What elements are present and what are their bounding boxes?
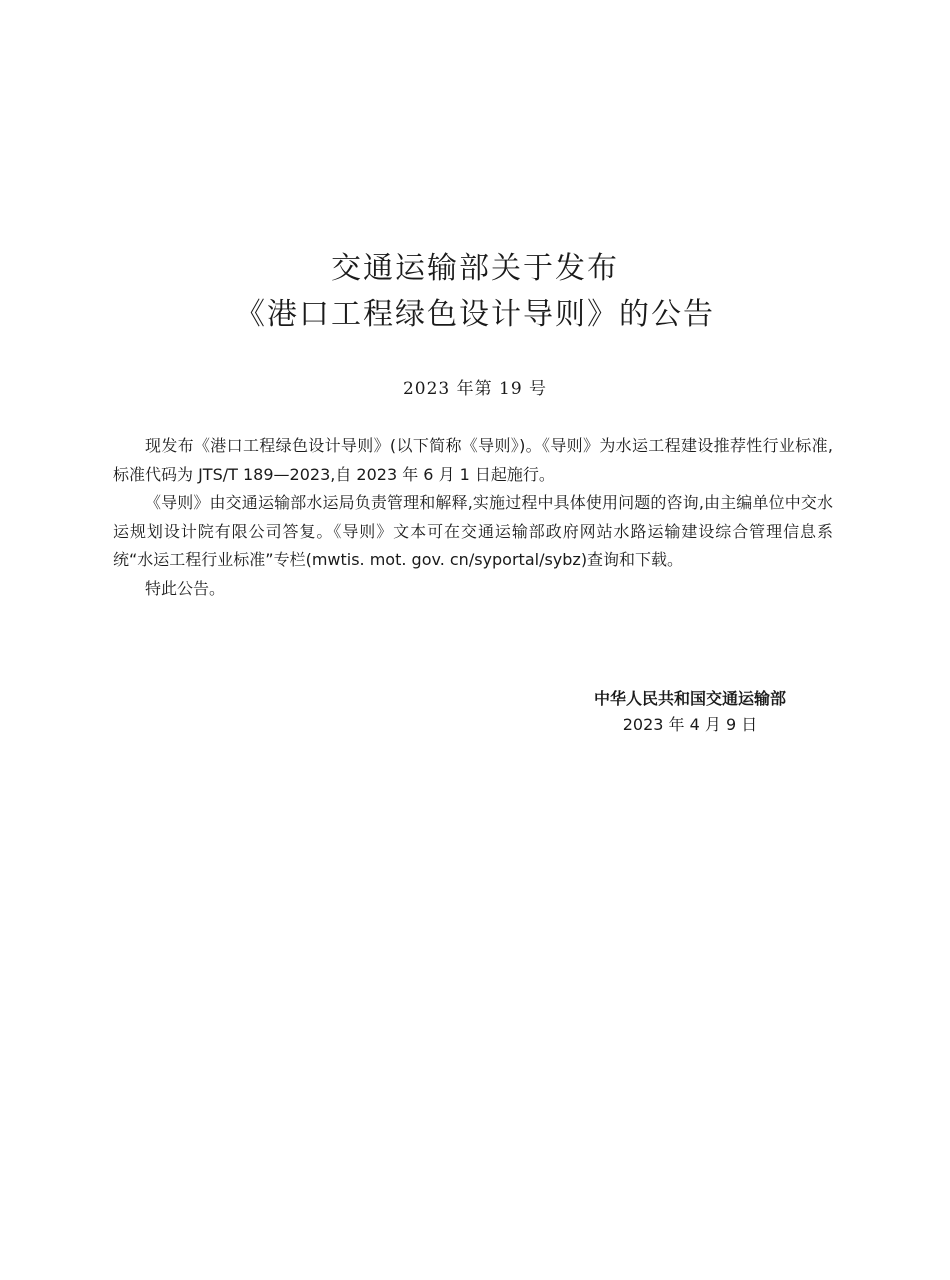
document-number: 2023 年第 19 号 — [402, 379, 548, 399]
signature-block — [540, 686, 840, 738]
signature-organization: 中华人民共和国交通运输部 — [593, 689, 786, 708]
announcement-body — [113, 432, 833, 603]
title-line-2: 《港口工程绿色设计导则》的公告 — [235, 297, 715, 332]
title-line-1: 交通运输部关于发布 — [331, 251, 619, 286]
signature-date: 2023 年 4 月 9 日 — [622, 715, 758, 734]
paragraph-closing: 特此公告。 — [145, 578, 226, 598]
announcement-title — [0, 246, 950, 338]
paragraph-release: 现发布《港口工程绿色设计导则》(以下简称《导则》)。《导则》为水运工程建设推荐性行业标准,标准代码为 JTS/T 189—2023,自 2023 年 6 月 1 日起施行。 — [113, 436, 833, 484]
paragraph-management: 《导则》由交通运输部水运局负责管理和解释,实施过程中具体使用问题的咨询,由主编单位中交水运规划设计院有限公司答复。《导则》文本可在交通运输部政府网站水路运输建设综合管理信息系统“水运工程行业标准”专栏(mwtis. mot. gov. cn/syportal/sybz)查询和下载。 — [113, 493, 833, 569]
